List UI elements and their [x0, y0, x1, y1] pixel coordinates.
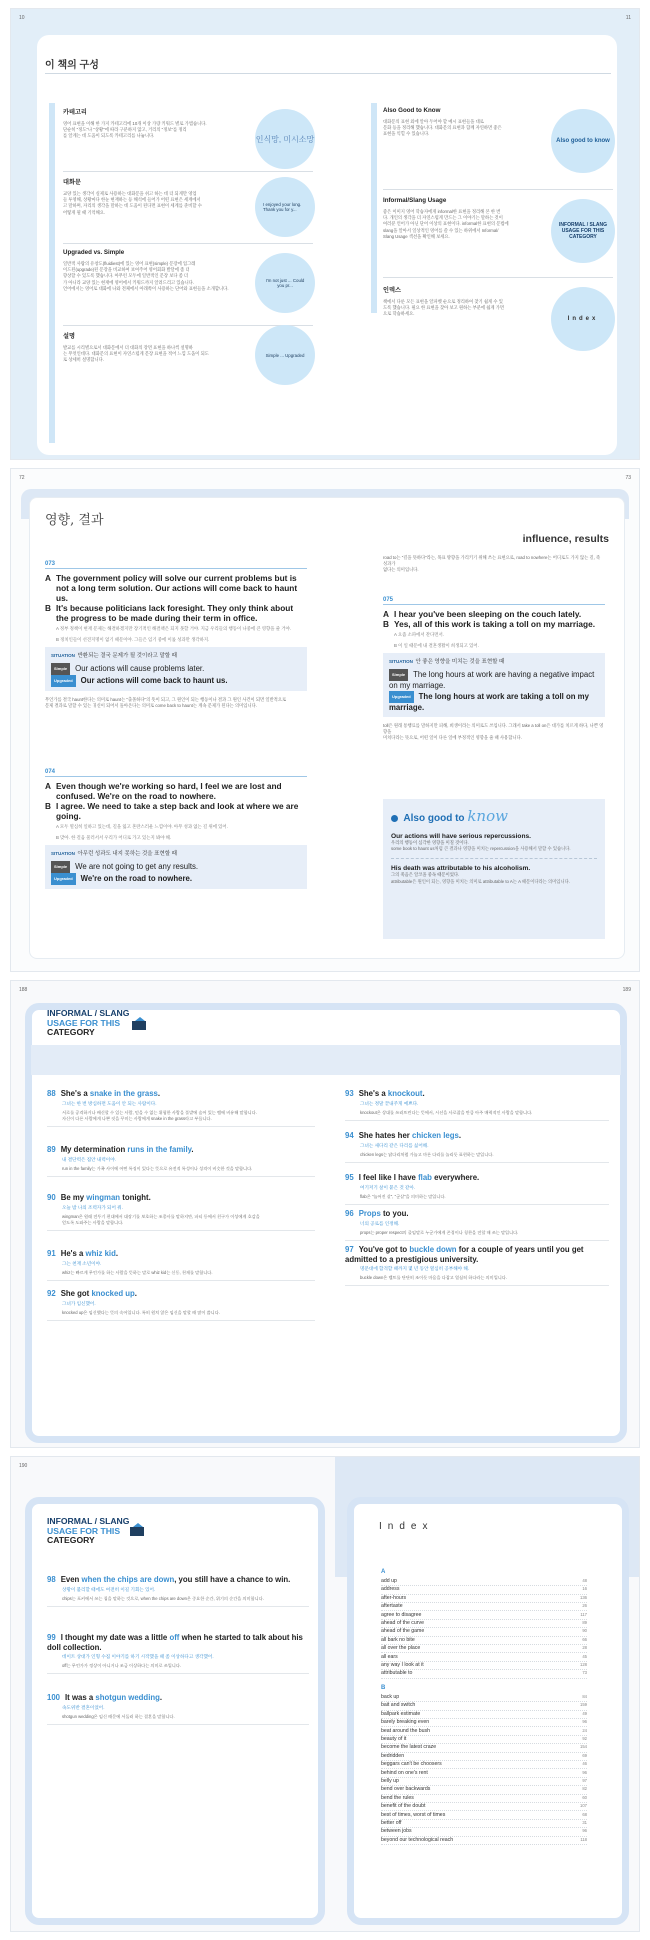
slang-translation: 여기저기 살이 붙은 것 같아. — [360, 1184, 416, 1190]
entry-number: 073 — [45, 561, 307, 569]
section-body-line: 를 알게는 데 도움이 되도록 카테고리를 나눕니다. — [63, 133, 155, 139]
translation-line: B 이 일 때문에 내 결혼생활이 희생되고 있어. — [394, 642, 479, 648]
divider — [345, 1120, 609, 1121]
also-good-to-know-box — [383, 799, 605, 939]
divider — [383, 189, 613, 190]
divider — [47, 1320, 315, 1321]
explanation-line: 미치다라는 뜻으로, 어떤 일이 다른 일에 부정적인 영향을 줄 때 사용합니다. — [383, 735, 522, 741]
divider — [47, 1673, 309, 1674]
index-page: 96 — [582, 1769, 587, 1775]
index-page: 84 — [582, 1694, 587, 1699]
section-body-line: 이드된(upgrade)된 문장을 비교하여 보여주어 영어회화 발달에 좀 더 — [63, 267, 190, 273]
slang-explanation: 서로를 공격하거나 배신할 수 있는 사람, 믿을 수 없는 위험한 사람을 풀밭에 숨어 있는 뱀에 비유해 말합니다. — [62, 1109, 257, 1115]
heading-band — [31, 1045, 621, 1075]
section-heading: 대화문 — [63, 179, 81, 186]
entry-074 — [45, 769, 307, 889]
index-term: ahead of the curve — [381, 1620, 424, 1626]
title-rule — [45, 73, 611, 74]
section-heading: 인덱스 — [383, 287, 401, 294]
divider — [47, 1280, 315, 1281]
index-page: 154 — [580, 1744, 587, 1750]
index-term: ahead of the game — [381, 1628, 425, 1635]
index-term: beauty of it — [381, 1736, 407, 1742]
page-number-left: 10 — [19, 15, 25, 21]
index-entry[interactable] — [381, 1786, 587, 1794]
slang-translation: 그녀가 임신했어. — [62, 1300, 96, 1306]
section-body-line: 다. 개인의 생각을 더 자연스럽게 만드는 그 이야기는 말하는 것이 — [383, 215, 503, 221]
pin-icon — [391, 815, 398, 822]
index-page: 89 — [582, 1620, 587, 1625]
page-frame — [37, 35, 617, 455]
slang-sentence: 91 He's a whiz kid. — [47, 1249, 119, 1258]
left-accent-bar — [49, 103, 55, 443]
index-page: 49 — [582, 1710, 587, 1716]
index-entry[interactable] — [381, 1645, 587, 1653]
divider — [383, 277, 613, 278]
index-page: 66 — [582, 1636, 587, 1642]
explanation-line: 무언가를 결국 haunt한다는 의미로 haunt는 "출몰하다"의 뜻이 되고, 그 원인이 되는 행동이나 결과 그 원인 사건이 되면 일반적으로 — [45, 697, 287, 702]
slang-sentence: 94 She hates her chicken legs. — [345, 1131, 461, 1140]
index-entry[interactable] — [381, 1795, 587, 1803]
category-title-english: influence, results — [522, 533, 609, 545]
slang-explanation: wingman은 원래 전투기 편대에서 대장기를 보호하는 조종사를 말하지만, 파티 등에서 친구가 이성에게 호감을 — [62, 1213, 260, 1219]
section-heading: Upgraded vs. Simple — [63, 249, 125, 256]
page-number-right: 189 — [622, 987, 631, 993]
index-page: 26 — [582, 1603, 587, 1609]
slang-explanation: flab은 "늘어진 살", "군살"을 의미하는 말입니다. — [360, 1193, 446, 1199]
section-heading: 카테고리 — [63, 109, 87, 116]
slang-item — [47, 1693, 309, 1725]
slang-sentence: 90 Be my wingman tonight. — [47, 1193, 151, 1202]
slang-explanation: off는 무언가가 정상이 아니거나 조금 이상하다는 의미로 쓰입니다. — [62, 1663, 182, 1668]
slang-translation: 그녀는 정말 끝내주게 예쁘다. — [360, 1100, 419, 1106]
index-page: 60 — [582, 1794, 587, 1800]
divider — [345, 1162, 609, 1163]
section-body-line: 단순히 "정도"나 "상황"에 따라 구분하지 않고, 거리의 "정보"를 정리 — [63, 127, 187, 133]
index-entry[interactable] — [381, 1702, 587, 1710]
spread-slang-88-97 — [10, 980, 640, 1448]
slang-translation: 상황이 불리할 때에도 여전히 이길 기회는 있어. — [62, 1586, 156, 1592]
index-entry[interactable] — [381, 1595, 587, 1603]
slang-translation: 속도위반 결혼이었어. — [62, 1704, 105, 1710]
index-term: address — [381, 1586, 400, 1593]
slang-translation: 데이트 상대가 인형 수집 이야기를 하기 시작했을 때 좀 이상하다고 생각했어. — [62, 1654, 214, 1659]
preview-circle: I'm not just ... Could you pr... — [255, 253, 315, 313]
index-term: bait and switch — [381, 1702, 416, 1709]
slang-sentence: 88 She's a snake in the grass. — [47, 1089, 161, 1098]
slang-sentence: 96 Props to you. — [345, 1209, 409, 1218]
section-body-line: 대화문의 표현 외에 알아 두어야 할 예시 표현들을 대로 — [383, 119, 484, 124]
index-term: attributable to — [381, 1670, 413, 1677]
page-number-left: 72 — [19, 475, 25, 481]
slang-item — [345, 1173, 609, 1205]
slang-translation: 오늘 밤 나의 조력자가 되어 줘. — [62, 1204, 123, 1210]
page-title: 이 책의 구성 — [45, 60, 99, 71]
index-entry[interactable] — [381, 1744, 587, 1752]
section-heading: Informal/Slang Usage — [383, 197, 447, 204]
slang-sentence: 98 Even when the chips are down, you still have a chance to win. — [47, 1575, 291, 1584]
translation-line: B 맞아. 한 걸음 물러서서 우리가 어디로 가고 있는지 봐야 해. — [56, 834, 172, 840]
slang-explanation: chicken legs는 닭다리처럼 가늘고 마른 다리를 놀리듯 표현하는 말입니다. — [360, 1151, 494, 1157]
index-page: 73 — [582, 1670, 587, 1676]
right-accent-bar — [371, 103, 377, 313]
slang-sentence: 100 It was a shotgun wedding. — [47, 1693, 163, 1702]
index-term: beyond our technological reach — [381, 1836, 454, 1843]
index-page: 96 — [582, 1719, 587, 1725]
section-body-line: 도록 했습니다. 필요 한 표현을 찾아 보고 원하는 부분에 쉽게 가면 — [383, 305, 505, 311]
slang-explanation: knocked up은 임신했다는 뜻의 속어입니다. 특히 원치 않은 임신을 말할 때 많이 씁니다. — [62, 1309, 220, 1315]
index-term: after-hours — [381, 1594, 407, 1601]
slang-heading: INFORMAL / SLANG USAGE FOR THIS CATEGORY — [47, 1516, 130, 1545]
index-page: 28 — [582, 1645, 587, 1651]
index-entry[interactable] — [381, 1778, 587, 1786]
dialogue-line-b: B It's because politicians lack foresight. They only think about the progress to be made during their term in office. — [45, 603, 294, 623]
slang-heading: INFORMAL / SLANG USAGE FOR THIS CATEGORY — [47, 1008, 130, 1037]
upgraded-line: Upgraded Our actions will come back to haunt us. — [51, 675, 301, 687]
simple-line: Simple We are not going to get any results. — [51, 861, 301, 873]
index-letter-b: B — [381, 1685, 386, 1691]
section-body-line: 고 말하며, 자리의 생각을 말하는 데 도움이 된다면 표현이 세계를 준비할 수 — [63, 203, 202, 209]
slang-item — [47, 1633, 309, 1674]
preview-circle: INFORMAL / SLANG USAGE FOR THIS CATEGORY — [551, 199, 615, 263]
section-informal-slang — [383, 197, 551, 240]
index-entry[interactable] — [381, 1728, 587, 1736]
index-term: belly up — [381, 1778, 399, 1784]
slang-item — [47, 1249, 315, 1281]
index-term: all ears — [381, 1653, 398, 1660]
section-body-line: 여러분 언어가 아닌 단어 이상의 표현이다. informal한 표현의 문법에 — [383, 221, 509, 227]
slang-explanation: props는 proper respect의 줄임말로 누군가에게 존경이나 칭찬을 전할 때 쓰는 말입니다. — [360, 1229, 519, 1235]
index-entry[interactable] — [381, 1761, 587, 1769]
index-term: bend over backwards — [381, 1786, 431, 1793]
slang-sentence: 92 She got knocked up. — [47, 1289, 137, 1298]
index-entry[interactable] — [381, 1603, 587, 1611]
slang-sentence: 95 I feel like I have flab everywhere. — [345, 1173, 480, 1182]
slang-item — [47, 1193, 315, 1231]
section-body-line: 가 아니라 교양 있는 현재에 영어에서 키워드까지 알려드리고 있습니다. — [63, 279, 195, 285]
expression-translation: 우리의 행동이 심각한 영향을 미칠 것이다. — [391, 840, 469, 845]
upgraded-line: Upgraded The long hours at work are taking a toll on my marriage. — [389, 692, 589, 712]
slang-item — [345, 1089, 609, 1121]
index-entry[interactable] — [381, 1612, 587, 1620]
category-title-korean: 영향, 결과 — [45, 513, 104, 528]
divider — [63, 243, 313, 244]
preview-circle: I enjoyed your long. Thank you for y... — [255, 177, 315, 237]
slang-explanation: buckle down은 벨트를 단단히 조이듯 마음을 다잡고 열심히 하다라는 의미입니다. — [360, 1275, 508, 1280]
index-entry[interactable] — [381, 1654, 587, 1662]
index-page: 92 — [582, 1736, 587, 1741]
slang-explanation: run in the family는 가족 사이에 어떤 특징이 있다는 뜻으로 유전적 특성이나 성격이 비슷한 것을 말합니다. — [62, 1165, 253, 1171]
slang-sentence: 99 I thought my date was a little off when he started to talk about his doll collection. — [47, 1633, 303, 1652]
carryover-note — [383, 555, 605, 574]
index-term: beat around the bush — [381, 1727, 431, 1734]
preview-circle: Also good to know — [551, 109, 615, 173]
section-body-line: 영어 표현을 이해 한 가지 카테고리에 10개 이상 가량 키워드 별로 가볍습니다. — [63, 121, 207, 126]
slang-sentence: 97 You've got to buckle down for a couple of years until you get admitted to a prestigious university. — [345, 1245, 584, 1264]
index-term: agree to disagree — [381, 1611, 422, 1618]
section-body-line: 일반적 사람의 유창도(fluidiest)에 있는 영어 표현(simple) 문장에 업그레 — [63, 261, 196, 266]
index-term: become the latest craze — [381, 1744, 437, 1751]
entry-075 — [383, 597, 605, 742]
slang-item — [345, 1131, 609, 1163]
slang-explanation: chips는 포커에서 쓰는 칩을 말하는 것으로, when the chips are down은 중요한 순간, 위기의 순간을 의미합니다. — [62, 1595, 264, 1601]
section-category — [63, 107, 253, 140]
index-term: add up — [381, 1578, 397, 1584]
index-page: 31 — [582, 1820, 587, 1825]
explanation-line: 문제 결과로 말할 수 있는 귀신이 되어서 돌아온다는 의미로 come back to haunt는 계속 문제가 된다는 의미입니다. — [45, 703, 257, 709]
divider — [47, 1606, 309, 1607]
section-dialogue — [63, 177, 253, 216]
section-heading: Also Good to Know — [383, 107, 441, 114]
divider — [345, 1240, 609, 1241]
index-entry[interactable] — [381, 1803, 587, 1811]
preview-circle: Simple ... Upgraded — [255, 325, 315, 385]
index-term: all bark no bite — [381, 1636, 415, 1643]
index-page: 46 — [582, 1761, 587, 1767]
section-body-line: 책에서 다룬 모든 표현을 알파벳 순으로 정리하여 찾기 쉽게 수 있 — [383, 299, 503, 304]
index-entry[interactable] — [381, 1578, 587, 1586]
spread-book-structure — [10, 8, 640, 460]
dialogue-line-b: B Yes, all of this work is taking a toll on my marriage. — [383, 619, 596, 629]
page-number-right: 73 — [625, 475, 631, 481]
divider — [345, 1285, 609, 1286]
slang-translation: 그는 천재 소년이야. — [62, 1260, 102, 1266]
spread-influence-results — [10, 468, 640, 972]
preview-circle: 인식망, 미시소망 — [255, 109, 315, 169]
slang-translation: 너의 공로를 인정해. — [360, 1220, 400, 1226]
index-term: back up — [381, 1694, 400, 1700]
page-number-right: 11 — [625, 15, 631, 21]
page-number-left: 190 — [19, 1463, 28, 1469]
index-term: bend the rules — [381, 1794, 414, 1801]
slang-item — [47, 1575, 309, 1607]
section-body-line: 는 무엇인데다. 대화문의 표현이 자연스럽게 문장 표현을 적어 느낌 도움이 되도 — [63, 351, 209, 357]
also-good-label: Also good to know — [391, 807, 597, 825]
section-index — [383, 285, 551, 318]
section-body-line: 들 투영해, 상황마다 한눈 현재하는 등 해석에 들어가 어떤 표현은 세계에서 — [63, 197, 201, 203]
index-page: 136 — [580, 1594, 587, 1600]
index-page: 48 — [582, 1578, 587, 1583]
chat-bubble-icon — [131, 1017, 149, 1031]
index-page: 16 — [582, 1586, 587, 1592]
section-body-line: 표현을 익힐 수 있습니다. — [383, 131, 430, 137]
divider — [47, 1126, 315, 1127]
section-body-line: 어떻게 될 때 기억해요. — [63, 209, 106, 215]
slang-explanation: knockout은 상대를 쓰러뜨린다는 뜻에서, 시선을 사로잡을 만큼 아주 매력적인 사람을 말합니다. — [360, 1109, 533, 1115]
slang-item — [47, 1145, 315, 1177]
translation-line: A 요즘 소파에서 잔다면서. — [394, 632, 444, 637]
index-term: best of times, worst of times — [381, 1811, 446, 1818]
index-page: 107 — [580, 1803, 587, 1809]
index-page: 117 — [580, 1611, 587, 1617]
expression-line: Our actions will have serious repercussions. — [391, 833, 531, 840]
divider — [47, 1724, 309, 1725]
dialogue-line-b: B I agree. We need to take a step back and look at where we are going. — [45, 801, 299, 821]
slang-explanation: whiz는 빠르게 무언가를 하는 사람을 뜻하는 말로 whiz kid는 신동, 천재를 말합니다. — [62, 1269, 213, 1275]
slang-translation: 그녀는 새다리 같은 다리를 싫어해. — [360, 1142, 429, 1148]
dialogue-line-a: A Even though we're working so hard, I feel we are lost and confused. We're on the road to nowhere. — [45, 781, 282, 801]
situation-box: SITUATION 반환되는 결국 문제가 될 것이라고 말할 때 Simple Our actions will cause problems later. Upgraded Our actions will come back to haunt us. — [45, 647, 307, 691]
slang-item — [47, 1289, 315, 1321]
divider — [47, 1176, 315, 1177]
simple-line: Simple Our actions will cause problems later. — [51, 663, 301, 675]
section-body-line: 언어에서는 영어로 대화에 나와 전체에서 아래쪽이 사용하는 단어와 표현들을 소개합니다. — [63, 285, 229, 291]
slang-explanation: 자신이 다른 사람에게 나쁜 짓을 꾸미는 사람에게 snake in the grass라고 부릅니다. — [62, 1115, 212, 1121]
entry-073 — [45, 561, 307, 709]
explanation-line: road to는 "길을 뜻하다"라는, 목표 방향을 가리키기 위해 쓰는 표현으로, road to nowhere는 어디로도 가지 않는 길, 즉 성과가 — [383, 555, 601, 567]
section-body-line: 발교를 시리별으로서 대화문에서 더 대화의 장면 표현을 하나씩 설명하 — [63, 345, 193, 350]
index-entry[interactable] — [381, 1670, 587, 1678]
index-term: aftertaste — [381, 1603, 403, 1610]
chat-bubble-icon — [129, 1523, 147, 1537]
expression-note: attributable은 원인이 되는, 영향을 미치는 의미로 attributable to A는 A 때문이다라는 의미입니다. — [391, 878, 570, 884]
entry-number: 075 — [383, 597, 605, 605]
divider — [63, 171, 313, 172]
index-entry[interactable] — [381, 1820, 587, 1828]
index-page: 128 — [580, 1662, 587, 1667]
index-entry[interactable] — [381, 1837, 587, 1845]
spread-slang-index — [10, 1456, 640, 1932]
index-entry[interactable] — [381, 1753, 587, 1761]
index-page: 69 — [582, 1752, 587, 1758]
section-body-line: 로 상세히 설명합니다. — [63, 357, 104, 363]
section-heading: 설명 — [63, 333, 75, 340]
index-entry[interactable] — [381, 1812, 587, 1820]
slang-sentence: 89 My determination runs in the family. — [47, 1145, 194, 1154]
dialogue-line-a: A I hear you've been sleeping on the couch lately. — [383, 609, 582, 619]
index-term: beggars can't be choosers — [381, 1761, 442, 1768]
dialogue-line-a: A The government policy will solve our current problems but is not a long term solution. Our actions will come back to haunt us. — [45, 573, 298, 603]
index-entry[interactable] — [381, 1637, 587, 1645]
explanation-line: 없다는 의미입니다. — [383, 567, 419, 573]
index-entry[interactable] — [381, 1586, 587, 1594]
index-page: 90 — [582, 1628, 587, 1634]
section-body-line: Slang Usage 섹션을 확인해 보세요. — [383, 233, 450, 239]
section-body-line: 향상할 수 있도록 했습니다. 아무런 모두에 일반적인 문장 보다 좀 더 — [63, 273, 189, 279]
translation-line: B 정치인들이 선견지명이 없기 때문이야. 그들은 임기 중에 이룰 성과만 생각하지. — [56, 636, 210, 642]
index-entry[interactable] — [381, 1694, 587, 1702]
index-term: all over the place — [381, 1645, 421, 1652]
index-entry[interactable] — [381, 1711, 587, 1719]
preview-circle: Index — [551, 287, 615, 351]
index-term: barely breaking even — [381, 1719, 430, 1726]
expression-line: His death was attributable to his alcoholism. — [391, 865, 531, 873]
explanation-line: toll은 원래 통행료를 말하지만 피해, 희생이라는 의미로도 쓰입니다. 그래서 take a toll on은 대가를 치르게 하다, 나쁜 영향을 — [383, 723, 604, 735]
section-body-line: 으로 학습하세요. — [383, 311, 415, 317]
index-page: 82 — [582, 1786, 587, 1792]
situation-box: SITUATION 안 좋은 영향을 미치는 것을 표현할 때 Simple The long hours at work are having a negative impact on my marriage. Upgraded The long hours at work are taking a toll on my marriage. — [383, 653, 605, 717]
slang-sentence: 93 She's a knockout. — [345, 1089, 425, 1098]
index-entry[interactable] — [381, 1770, 587, 1778]
index-page: 159 — [580, 1702, 587, 1708]
index-entry[interactable] — [381, 1828, 587, 1836]
section-body-line: 문화 등을 정리해 했습니다. 대화문의 표현과 함께 자연하면 좋은 — [383, 125, 502, 131]
section-also-good — [383, 107, 551, 138]
index-term: any way I look at it — [381, 1662, 424, 1668]
slang-item — [345, 1245, 609, 1286]
index-entry[interactable] — [381, 1628, 587, 1636]
slang-item — [47, 1089, 315, 1127]
index-page: 24 — [582, 1727, 587, 1733]
index-term: between jobs — [381, 1828, 412, 1835]
section-body-line: slang을 알아서 일상적인 영어를 쓸 수 있는 하위에서 Informal/ — [383, 227, 499, 233]
expression-note: some book to haunt us처럼 큰 결과나 영향을 미치는 repercussion을 사용해서 말할 수 있습니다. — [391, 846, 571, 852]
simple-line: Simple The long hours at work are having a negative impact on my marriage. — [389, 670, 595, 690]
index-entry[interactable] — [381, 1736, 587, 1744]
section-upgraded-simple — [63, 249, 253, 292]
index-page: 68 — [582, 1811, 587, 1817]
index-term: benefit of the doubt — [381, 1803, 426, 1810]
index-page: 96 — [582, 1828, 587, 1834]
index-entry[interactable] — [381, 1662, 587, 1670]
index-term: behind on one's rent — [381, 1769, 428, 1776]
index-term: bedridden — [381, 1752, 405, 1759]
index-entry[interactable] — [381, 1719, 587, 1727]
slang-translation: 그녀는 한 번 방심하면 도움이 안 되는 사람이다. — [62, 1100, 157, 1106]
index-page: 118 — [580, 1836, 587, 1842]
divider — [391, 858, 597, 859]
page-number-left: 188 — [19, 987, 28, 993]
section-body-line: 교양 있는 생각이 실제로 사용하는 대화문을 쉬고 하는 데 더 되게만 영업 — [63, 191, 197, 196]
slang-item — [345, 1209, 609, 1241]
index-term: ballpark estimate — [381, 1710, 421, 1717]
index-page: 97 — [582, 1778, 587, 1783]
index-title: Index — [379, 1521, 434, 1532]
section-explanation — [63, 331, 253, 364]
slang-explanation: 얻도록 도와주는 사람을 말합니다. — [62, 1219, 124, 1225]
slang-translation: 명문대에 합격할 때까지 몇 년 동안 열심히 공부해야 해. — [360, 1266, 470, 1271]
index-term: better off — [381, 1820, 402, 1826]
translation-line: A 정부 정책이 현재 문제는 해결하겠지만 장기적인 해결책은 되지 못할 거야. 지금 우리들의 행동이 나중에 큰 영향을 줄 거야. — [56, 626, 291, 631]
situation-box: SITUATION 아무런 성과도 내지 못하는 것을 표현할 때 Simple We are not going to get any results. Upgraded We're on the road to nowhere. — [45, 845, 307, 889]
index-letter-a: A — [381, 1569, 386, 1575]
section-body-line: 좋은 이미지 영어 학습자에게 informal한 표현을 정리해 본 한 번 — [383, 209, 501, 214]
divider — [345, 1204, 609, 1205]
slang-translation: 내 결단력은 집안 내력이야. — [62, 1156, 116, 1162]
expression-translation: 그의 죽음은 알코올 중독 때문이었다. — [391, 872, 460, 878]
slang-explanation: shotgun wedding은 임신 때문에 서둘러 하는 결혼을 말합니다. — [62, 1713, 175, 1719]
translation-line: A 모두 열심히 일하고 있는데, 길을 잃고 혼란스러운 느낌이야. 아무 성과 없는 길 위에 있어. — [56, 824, 228, 829]
upgraded-line: Upgraded We're on the road to nowhere. — [51, 873, 301, 885]
entry-number: 074 — [45, 769, 307, 777]
index-page: 45 — [582, 1653, 587, 1659]
index-entry[interactable] — [381, 1620, 587, 1628]
divider — [47, 1230, 315, 1231]
